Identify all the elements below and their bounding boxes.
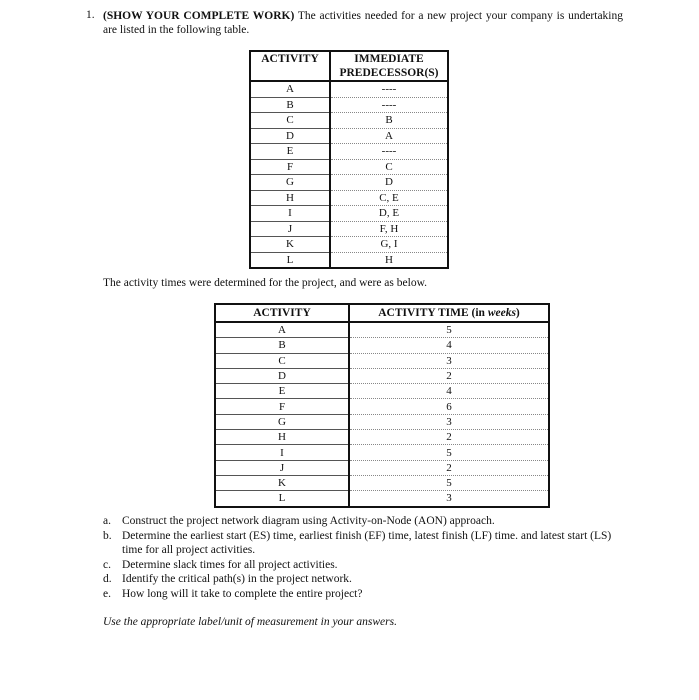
activity-cell: L (215, 491, 349, 507)
header-time-unit: weeks (487, 307, 516, 319)
predecessor-table-header (250, 51, 448, 81)
header-time-prefix: ACTIVITY TIME (in (378, 307, 488, 319)
table-row (215, 475, 549, 490)
table-row (215, 414, 549, 429)
header-predecessors (330, 51, 448, 81)
predecessor-cell: C, E (330, 190, 448, 206)
predecessor-cell: ---- (330, 144, 448, 160)
table-row (215, 399, 549, 414)
question-part-d (103, 572, 623, 587)
activity-cell: I (215, 445, 349, 460)
question-bold-prefix: (SHOW YOUR COMPLETE WORK) (103, 10, 295, 22)
table-row (250, 206, 448, 222)
header-pred-line1: IMMEDIATE (354, 53, 424, 65)
part-label: a. (103, 515, 111, 527)
predecessor-cell: F, H (330, 221, 448, 237)
predecessor-cell: A (330, 128, 448, 144)
question-body: The activities needed for a new project your company is undertaking are listed in the following table. (103, 10, 623, 36)
table-row (215, 430, 549, 445)
table-row (215, 460, 549, 475)
table-row (215, 338, 549, 353)
activity-time-table (214, 303, 550, 508)
activity-cell: H (250, 190, 330, 206)
table-row (250, 175, 448, 191)
predecessor-cell: G, I (330, 237, 448, 253)
time-cell: 3 (349, 353, 549, 368)
part-text: How long will it take to complete the entire project? (122, 587, 363, 600)
time-cell: 6 (349, 399, 549, 414)
part-label: e. (103, 587, 111, 600)
predecessor-cell: D (330, 175, 448, 191)
part-label: c. (103, 558, 111, 571)
time-cell: 5 (349, 322, 549, 338)
table-row (250, 159, 448, 175)
predecessor-cell: D, E (330, 206, 448, 222)
activity-cell: C (215, 353, 349, 368)
predecessor-table (249, 50, 449, 269)
table-row (215, 384, 549, 399)
activity-cell: B (215, 338, 349, 353)
header-activity: ACTIVITY (215, 304, 349, 322)
time-cell: 3 (446, 492, 452, 505)
header-activity: ACTIVITY (250, 51, 330, 81)
table-row (250, 81, 448, 97)
question-part-a (103, 514, 623, 529)
question-part-b (103, 529, 623, 558)
table-row (215, 353, 549, 368)
activity-cell: F (250, 159, 330, 175)
question-number: 1. (86, 9, 95, 21)
activity-cell: F (215, 399, 349, 414)
question-parts (103, 514, 623, 601)
part-text: Determine slack times for all project activities. (122, 558, 338, 571)
activity-cell: G (215, 414, 349, 429)
activity-cell: L (250, 252, 330, 268)
table-row (215, 368, 549, 383)
activity-cell: D (250, 128, 330, 144)
activity-cell: B (250, 97, 330, 113)
activity-cell: G (250, 175, 330, 191)
predecessor-cell: C (330, 159, 448, 175)
time-cell: 5 (349, 475, 549, 490)
table-row (215, 445, 549, 460)
table-row (250, 221, 448, 237)
activity-cell: C (250, 113, 330, 129)
activity-cell: K (250, 237, 330, 253)
activity-cell: J (250, 221, 330, 237)
predecessor-cell: H (385, 253, 393, 266)
time-cell: 2 (349, 368, 549, 383)
time-cell: 4 (349, 338, 549, 353)
table-row (250, 237, 448, 253)
table-row (250, 97, 448, 113)
activity-cell: H (215, 430, 349, 445)
units-note: Use the appropriate label/unit of measurement in your answers. (103, 616, 397, 628)
header-activity-time (349, 304, 549, 322)
time-cell: 2 (349, 430, 549, 445)
table-row (250, 252, 448, 268)
activity-cell: A (250, 81, 330, 97)
activity-times-intro: The activity times were determined for the project, and were as below. (103, 277, 427, 289)
activity-cell: J (215, 460, 349, 475)
activity-cell: I (250, 206, 330, 222)
predecessor-cell: ---- (330, 97, 448, 113)
time-cell: 2 (349, 460, 549, 475)
predecessor-cell: ---- (330, 81, 448, 97)
part-text: Construct the project network diagram using Activity-on-Node (AON) approach. (122, 515, 495, 527)
table-row (250, 128, 448, 144)
activity-cell: D (215, 368, 349, 383)
table-row (250, 144, 448, 160)
activity-cell: A (215, 322, 349, 338)
part-label: b. (103, 529, 112, 542)
activity-cell: K (215, 475, 349, 490)
time-cell: 4 (349, 384, 549, 399)
table-row (250, 113, 448, 129)
table-row (250, 190, 448, 206)
time-cell: 3 (349, 414, 549, 429)
part-label: d. (103, 573, 112, 585)
header-time-suffix: ) (515, 307, 520, 319)
activity-cell: E (215, 384, 349, 399)
activity-time-table-header (215, 304, 549, 322)
question-part-e (103, 587, 623, 602)
part-text: Determine the earliest start (ES) time, earliest finish (EF) time, latest finish (LF) time. and latest start (LS) time for all project activities. (122, 529, 612, 556)
table-row (215, 322, 549, 338)
part-text: Identify the critical path(s) in the project network. (122, 573, 352, 585)
question-text (103, 9, 623, 37)
activity-cell: E (250, 144, 330, 160)
predecessor-cell: B (330, 113, 448, 129)
question-part-c (103, 558, 623, 573)
table-row (215, 491, 549, 507)
header-pred-line2: PREDECESSOR(S) (339, 67, 439, 79)
time-cell: 5 (349, 445, 549, 460)
